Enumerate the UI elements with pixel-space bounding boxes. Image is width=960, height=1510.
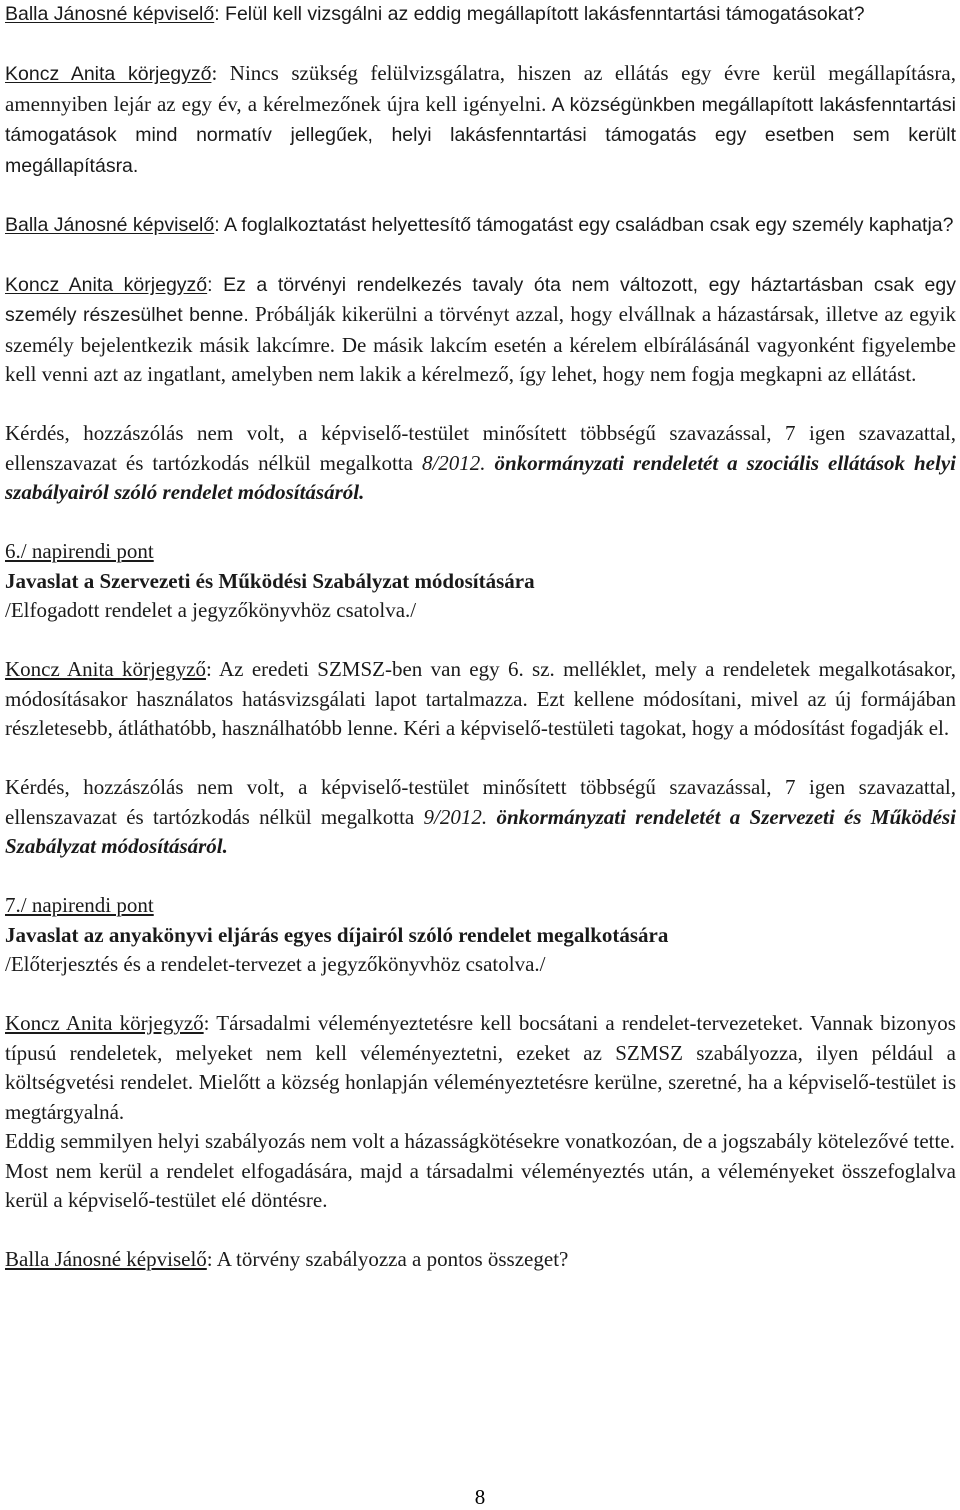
resolution-number: 8/2012. <box>421 450 486 475</box>
agenda-heading-6 <box>5 537 956 567</box>
agenda-note-7: /Előterjesztés és a rendelet-tervezet a jegyzőkönyvhöz csatolva./ <box>5 952 546 976</box>
agenda-heading-7 <box>5 891 956 921</box>
speaker-name: Koncz Anita körjegyző <box>5 63 212 85</box>
paragraph-text: : A törvény szabályozza a pontos összeget? <box>206 1247 569 1271</box>
agenda-number: 7./ napirendi pont <box>5 893 154 917</box>
speaker-name: Koncz Anita körjegyző <box>5 273 208 296</box>
resolution-paragraph-8-2012 <box>5 419 956 508</box>
paragraph-11 <box>5 1245 956 1275</box>
speaker-name: Balla Jánosné képviselő <box>5 213 215 236</box>
paragraph-text-continued: A községünkben megállapított lakásfenntartási támogatások mind normatív jellegűek, helyi lakásfenntartási támogatás egy esetben sem került megállapításra. <box>5 93 956 177</box>
resolution-text: Kérdés, hozzászólás nem volt, a képviselő-testület minősített többségű szavazással, 7 igen szavazattal, ellenszavazat és tartózkodás nélkül megalkotta <box>5 421 956 475</box>
page-number: 8 <box>474 1485 486 1509</box>
paragraph-text: : Ez a törvényi rendelkezés tavaly óta nem változott, egy háztartásban csak egy személy részesülhet benne. <box>5 273 956 326</box>
resolution-text: Kérdés, hozzászólás nem volt, a képviselő-testület minősített többségű szavazással, 7 igen szavazattal, ellenszavazat és tartózkodás nélkül megalkotta <box>5 775 956 829</box>
paragraph-10: Most nem kerül a rendelet elfogadására, majd a társadalmi véleményeztés után, a véleményeket összefoglalva kerül a képviselő-testület elé döntésre. <box>5 1158 956 1212</box>
paragraph-3 <box>5 211 956 241</box>
agenda-title-7: Javaslat az anyakönyvi eljárás egyes díjairól szóló rendelet megalkotására <box>5 922 669 947</box>
paragraph-8 <box>5 1009 956 1127</box>
speaker-name: Balla Jánosné képviselő <box>5 1247 207 1271</box>
paragraph-text: : Az eredeti SZMSZ-ben van egy 6. sz. melléklet, mely a rendeletek megalkotásakor, módosításakor használatos hatásvizsgálati lapot tartalmazza. Ezt kellene módosítani, mivel az új formájában részletesebb, átláthatóbb, használhatóbb lenne. Kéri a képviselő-testületi tagokat, hogy a módosítást fogadják el. <box>5 657 956 740</box>
speaker-name: Koncz Anita körjegyző <box>5 657 206 681</box>
paragraph-text: : Felül kell vizsgálni az eddig megállapított lakásfenntartási támogatásokat? <box>214 3 865 25</box>
resolution-number: 9/2012. <box>423 804 488 829</box>
speaker-name: Balla Jánosné képviselő <box>5 3 215 25</box>
agenda-title-6: Javaslat a Szervezeti és Működési Szabályzat módosítására <box>5 568 535 593</box>
resolution-title: önkormányzati rendeletét a Szervezeti és Működési Szabályzat módosításáról. <box>5 804 956 858</box>
paragraph-6 <box>5 655 956 744</box>
paragraph-text-continued: Próbálják kikerülni a törvényt azzal, hogy elvállnak a házastársak, illetve az egyik személy bejelentkezik másik lakcímre. De másik lakcím esetén a kérelem elbírálásánál vagyonként figyelembe kell venni azt az ingatlant, amelyben nem lakik a kérelmező, így lehet, hogy nem fogja megkapni az ellátást. <box>5 302 956 386</box>
speaker-name: Koncz Anita körjegyző <box>5 1011 204 1035</box>
paragraph-text: : Nincs szükség felülvizsgálatra, hiszen az ellátás egy évre kerül megállapításra, amennyiben lejár az egy év, a kérelmezőnek újra kell igényelni. <box>5 61 956 116</box>
paragraph-9: Eddig semmilyen helyi szabályozás nem volt a házasságkötésekre vonatkozóan, de a jogszabály kötelezővé tette. <box>5 1129 955 1153</box>
resolution-title: önkormányzati rendeletét a szociális ellátások helyi szabályairól szóló rendelet módosításáról. <box>5 450 956 504</box>
agenda-number: 6./ napirendi pont <box>5 539 154 563</box>
paragraph-text: : Társadalmi véleményeztetésre kell bocsátani a rendelet-tervezeteket. Vannak bizonyos típusú rendeletek, melyeket nem kell véleményeztetni, ezeket az SZMSZ szabályozza, ilyen például a költségvetési rendelet. Mielőtt a község honlapján véleményeztetésre kerülne, szeretné, ha a képviselő-testület is megtárgyalná. <box>5 1011 956 1124</box>
paragraph-4 <box>5 270 956 390</box>
paragraph-1 <box>5 0 956 30</box>
agenda-note-6: /Elfogadott rendelet a jegyzőkönyvhöz csatolva./ <box>5 598 417 622</box>
paragraph-text: : A foglalkoztatást helyettesítő támogatást egy családban csak egy személy kaphatja? <box>214 213 954 236</box>
resolution-paragraph-9-2012 <box>5 773 956 862</box>
paragraph-2 <box>5 59 956 181</box>
